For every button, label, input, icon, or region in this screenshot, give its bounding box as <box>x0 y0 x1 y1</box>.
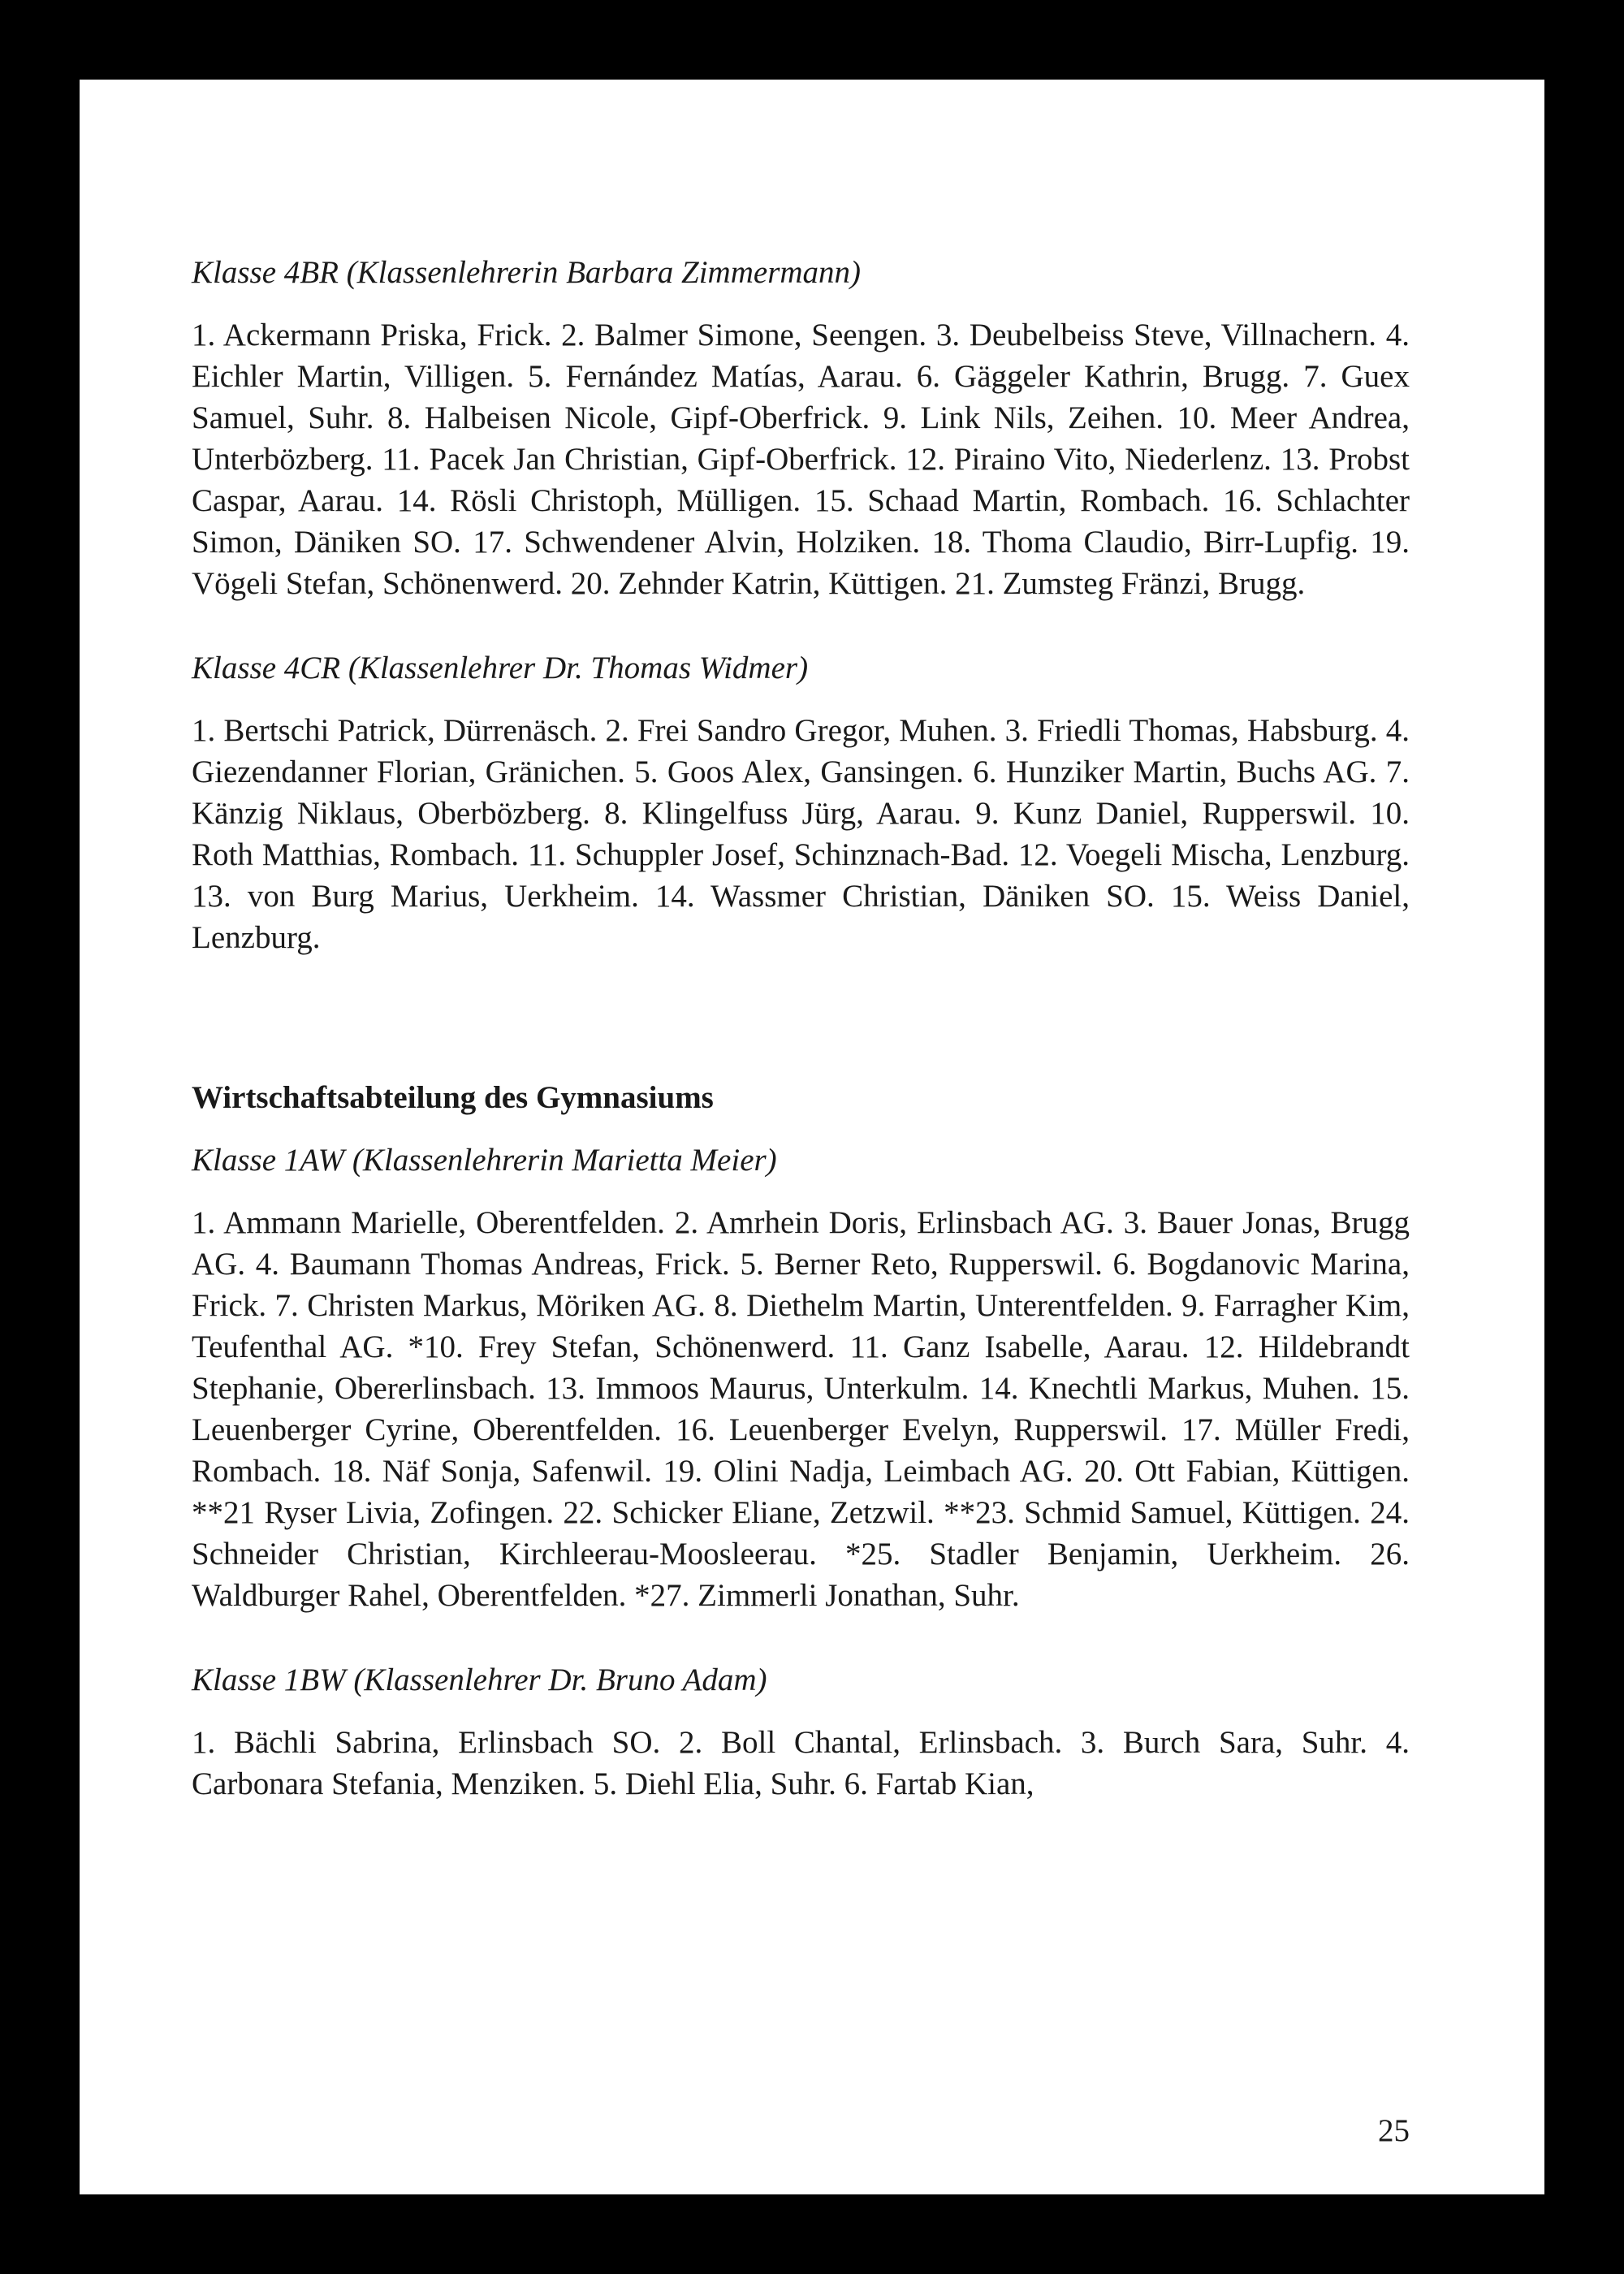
document-page <box>80 80 1544 2194</box>
division-title: Wirtschaftsabteilung des Gymnasiums <box>192 1080 714 1115</box>
page-content <box>192 252 1410 1805</box>
class-heading: Klasse 4BR (Klassenlehrerin Barbara Zimmermann) <box>192 255 862 290</box>
class-heading: Klasse 1BW (Klassenlehrer Dr. Bruno Adam) <box>192 1662 767 1697</box>
class-heading: Klasse 4CR (Klassenlehrer Dr. Thomas Widmer) <box>192 651 809 685</box>
student-list: 1. Bächli Sabrina, Erlinsbach SO. 2. Boll Chantal, Erlinsbach. 3. Burch Sara, Suhr. 4. Carbonara Stefania, Menziken. 5. Diehl Elia, Suhr. 6. Fartab Kian, <box>192 1725 1410 1801</box>
page-number: 25 <box>1378 2113 1410 2148</box>
class-section-4br <box>192 252 1410 604</box>
class-section-1bw <box>192 1659 1410 1805</box>
student-list: 1. Bertschi Patrick, Dürrenäsch. 2. Frei Sandro Gregor, Muhen. 3. Friedli Thomas, Habsburg. 4. Giezendanner Florian, Gränichen. 5. Goos Alex, Gansingen. 6. Hunziker Martin, Buchs AG. 7. Känzig Niklaus, Oberbözberg. 8. Klingelfuss Jürg, Aarau. 9. Kunz Daniel, Rupperswil. 10. Roth Matthias, Rombach. 11. Schuppler Josef, Schinznach-Bad. 12. Voegeli Mischa, Lenzburg. 13. von Burg Marius, Uerkheim. 14. Wassmer Christian, Däniken SO. 15. Weiss Daniel, Lenzburg. <box>192 713 1410 955</box>
class-section-1aw <box>192 1139 1410 1616</box>
student-list: 1. Ammann Marielle, Oberentfelden. 2. Amrhein Doris, Erlinsbach AG. 3. Bauer Jonas, Brugg AG. 4. Baumann Thomas Andreas, Frick. 5. Berner Reto, Rupperswil. 6. Bogdanovic Marina, Frick. 7. Christen Markus, Möriken AG. 8. Diethelm Martin, Unterentfelden. 9. Farragher Kim, Teufenthal AG. *10. Frey Stefan, Schönenwerd. 11. Ganz Isabelle, Aarau. 12. Hildebrandt Stephanie, Obererlinsbach. 13. Immoos Maurus, Unterkulm. 14. Knechtli Markus, Muhen. 15. Leuenberger Cyrine, Oberentfelden. 16. Leuenberger Evelyn, Rupperswil. 17. Müller Fredi, Rombach. 18. Näf Sonja, Safenwil. 19. Olini Nadja, Leimbach AG. 20. Ott Fabian, Küttigen. **21 Ryser Livia, Zofingen. 22. Schicker Eliane, Zetzwil. **23. Schmid Samuel, Küttigen. 24. Schneider Christian, Kirchleerau-Moosleerau. *25. Stadler Benjamin, Uerkheim. 26. Waldburger Rahel, Oberentfelden. *27. Zimmerli Jonathan, Suhr. <box>192 1205 1410 1613</box>
class-section-4cr <box>192 647 1410 958</box>
student-list: 1. Ackermann Priska, Frick. 2. Balmer Simone, Seengen. 3. Deubelbeiss Steve, Villnachern. 4. Eichler Martin, Villigen. 5. Fernández Matías, Aarau. 6. Gäggeler Kathrin, Brugg. 7. Guex Samuel, Suhr. 8. Halbeisen Nicole, Gipf-Oberfrick. 9. Link Nils, Zeihen. 10. Meer Andrea, Unterbözberg. 11. Pacek Jan Christian, Gipf-Oberfrick. 12. Piraino Vito, Niederlenz. 13. Probst Caspar, Aarau. 14. Rösli Christoph, Mülligen. 15. Schaad Martin, Rombach. 16. Schlachter Simon, Däniken SO. 17. Schwendener Alvin, Holziken. 18. Thoma Claudio, Birr-Lupfig. 19. Vögeli Stefan, Schönenwerd. 20. Zehnder Katrin, Küttigen. 21. Zumsteg Fränzi, Brugg. <box>192 318 1410 601</box>
class-heading: Klasse 1AW (Klassenlehrerin Marietta Meier) <box>192 1143 777 1178</box>
